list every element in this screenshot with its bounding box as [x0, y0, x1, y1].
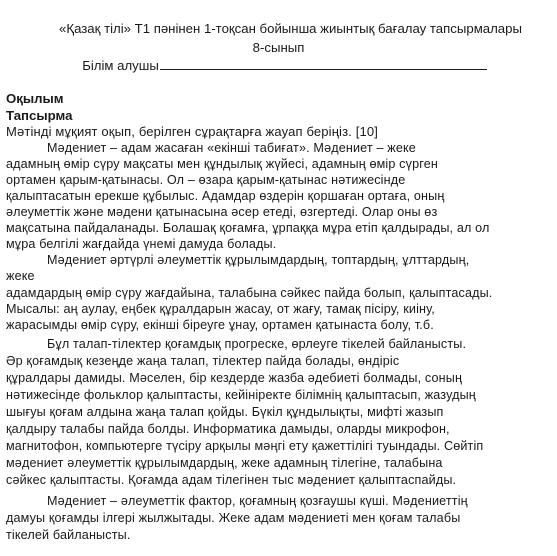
text-line: жарасымды өмір сүру, екінші біреуге ұнау, ортамен қатынаста болу, т.б. [6, 318, 434, 332]
text-line: сәйкес қалыптасты. Қоғамда адам тілегінен тыс мәдениет қалыптаспайды. [6, 473, 457, 487]
task-heading: Тапсырма [6, 108, 73, 123]
text-line: шығуы қоғам алдына жаңа талап қойды. Бүкіл құндылықты, мифті жазып [6, 405, 444, 419]
student-name-blank [160, 57, 487, 70]
text-line: адамдардың өмір сүру жағдайына, талабына сәйкес пайда болып, қалыптасады. [6, 286, 493, 300]
student-name-row [6, 57, 557, 73]
text-line: тікелей байланысты. [6, 528, 131, 542]
text-line: дамуы қоғамды ілгері жылжытады. Жеке адам мәдениеті мен қоғам талабы [6, 511, 461, 525]
text-line: адамның өмір сүру мақсаты мен құндылық жүйесі, адамның өмір сүрген [6, 157, 438, 171]
text-line: қалдыру талабы пайда болды. Информатика дамыды, оларды микрофон, [6, 422, 450, 436]
text-line: әлеуметтік және мәдени қатынасына әсер етеді, өзгертеді. Олар оны өз [6, 205, 438, 219]
text-line: магнитофон, компьютерге түсіру арқылы мәңгі ету қажеттілігі туындады. Сөйтіп [6, 439, 484, 453]
text-line: Мысалы: аң аулау, еңбек құралдарын жасау, от жағу, тамақ пісіру, киіну, [6, 302, 435, 316]
text-line: нәтижесінде фольклор қалыптасты, кейініректе білімнің қалыптасып, жазудың [6, 388, 476, 402]
text-line: қалыптасатын ерекше құбылыс. Адамдар өздерін қоршаған ортаға, оның [6, 189, 445, 203]
student-label: Білім алушы [82, 58, 159, 73]
task-instruction: Мәтінді мұқият оқып, берілген сұрақтарға жауап беріңіз. [10] [6, 124, 378, 139]
section-heading: Оқылым [6, 91, 64, 106]
grade-label: 8-сынып [252, 40, 305, 55]
text-line: Мәдениет әртүрлі әлеуметтік құрылымдардың, топтардың, ұлттардың, [47, 253, 470, 267]
text-line: құралдары дамиды. Мәселен, бір кездерде жазба әдебиеті болмады, соның [6, 371, 463, 385]
text-line: мұра белгілі жағдайда үнемі дамуда болады. [6, 237, 277, 251]
worksheet-title: «Қазақ тілі» Т1 пәнінен 1-тоқсан бойынша жиынтық бағалау тапсырмалары [59, 21, 522, 36]
text-line: Мәдениет – әлеуметтік фактор, қоғамның қозғаушы күші. Мәдениеттің [47, 494, 468, 508]
text-line: мақсатына пайдаланады. Болашақ қоғамға, ұрпаққа мұра етіп қалдырады, ал ол [6, 221, 490, 235]
text-line: Мәдениет – адам жасаған «екінші табиғат». Мәдениет – жеке [47, 141, 416, 155]
text-line: Әр қоғамдық кезеңде жаңа талап, тілектер пайда болады, өндіріс [6, 354, 400, 368]
text-line: ортамен қарым-қатынасы. Ол – өзара қарым-қатынас нәтижесінде [6, 173, 406, 187]
text-line: мәдениет әлеуметтік құрылымдардың, жеке адамның тілегіне, талабына [6, 456, 443, 470]
text-line: жеке [6, 269, 35, 283]
text-line: Бұл талап-тілектер қоғамдық прогреске, өрлеуге тікелей байланысты. [47, 337, 467, 351]
